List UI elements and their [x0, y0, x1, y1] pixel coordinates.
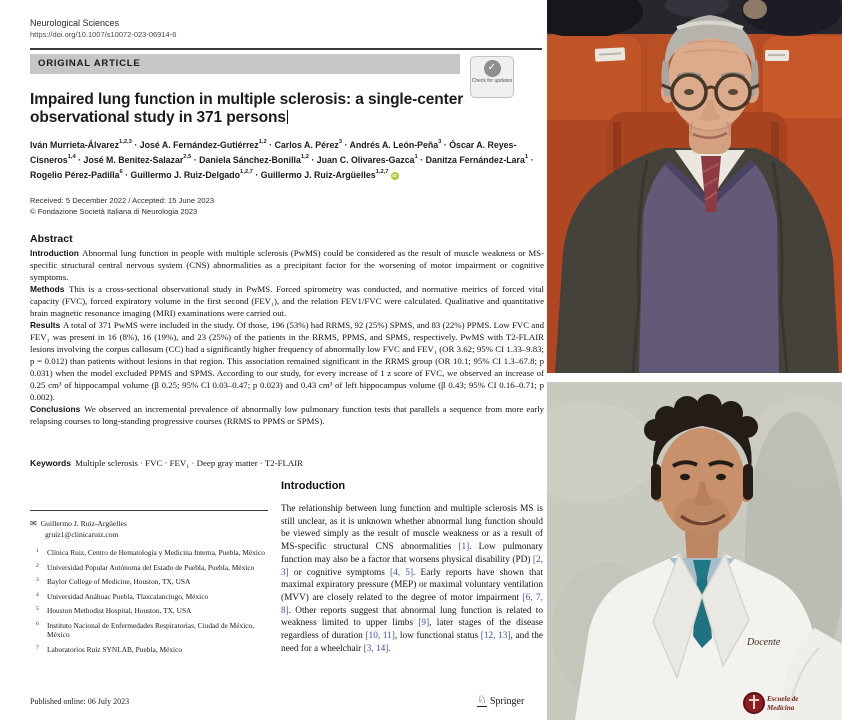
citation-link[interactable]: [12, 13]	[480, 631, 511, 642]
affiliation-item: 3 Baylor College of Medicine, Houston, TX, USA	[36, 577, 191, 587]
abstract-body	[30, 247, 544, 427]
abstract-heading: Abstract	[30, 233, 73, 245]
check-for-updates-label: Check for updates	[471, 78, 513, 84]
photo-top-illustration	[547, 0, 842, 373]
introduction-section	[281, 480, 543, 655]
affiliation-list	[30, 548, 268, 654]
article-title	[30, 91, 535, 128]
affiliation-item: 4 Universidad Anáhuac Puebla, Tlaxcalancingo, México	[36, 591, 209, 601]
correspondence-block	[30, 518, 268, 540]
affiliation-item: 7 Laboratorios Ruiz SYNLAB, Puebla, México	[36, 644, 183, 654]
introduction-heading: Introduction	[281, 480, 346, 492]
springer-wordmark: Springer	[489, 695, 525, 707]
footnote-divider	[30, 510, 268, 511]
keywords-label: Keywords	[30, 458, 72, 468]
citation-link[interactable]: [6, 7, 8]	[281, 592, 543, 616]
springer-logo	[477, 695, 524, 707]
author: Danitza Fernández-Lara$^1$	[425, 154, 529, 166]
envelope-icon: ✉	[30, 519, 37, 528]
author: José M. Benitez-Salazar$^{2,5}$	[83, 154, 192, 166]
badge-text-line2: Medicina	[767, 704, 795, 712]
citation-link[interactable]: [2, 3]	[281, 554, 543, 578]
crossmark-icon: ✓	[484, 60, 501, 77]
photo-bottom-portrait	[547, 382, 842, 720]
citation-link[interactable]: [10, 11]	[365, 631, 395, 642]
affiliation-item: 6 Instituto Nacional de Enfermedades Respiratorias, Ciudad de México, México	[36, 620, 255, 640]
corresponding-author-email[interactable]: gruiz1@clinicaruiz.com	[45, 529, 119, 539]
article-type-banner: ORIGINAL ARTICLE	[30, 54, 460, 74]
orcid-icon[interactable]: iD	[392, 173, 397, 179]
article-title-text: Impaired lung function in multiple sclerosis: a single-center observational study in 371 persons	[30, 91, 464, 127]
corresponding-author-name: Guillermo J. Ruiz-Argüelles	[40, 519, 127, 528]
author: Guillermo J. Ruiz-Argüelles$^{1,2,7}$iD	[260, 169, 397, 181]
author: Guillermo J. Ruiz-Delgado$^{1,2,7}$	[130, 169, 253, 181]
author: Daniela Sánchez-Bonilla$^{1,2}$	[199, 154, 309, 166]
received-accepted-line: Received: 5 December 2022 / Accepted: 15 June 2023	[30, 196, 215, 205]
abstract-section: Introduction Abnormal lung function in people with multiple sclerosis (PwMS) could be considered as the result of muscle weakness or MS-specific structural central nervous system (CNS) abnormalities as a precipitant factor for the worsening of motor impairment or cognitive symptoms.	[30, 248, 544, 282]
footnote-column	[30, 510, 268, 659]
author: José A. Fernández-Gutiérrez$^{1,2}$	[139, 139, 267, 150]
affiliation-item: 2 Universidad Popular Autónoma del Estado de Puebla, Puebla, México	[36, 562, 255, 572]
author: Rogelio Pérez-Padilla$^6$	[30, 169, 123, 181]
author: Andrés A. León-Peña$^3$	[349, 139, 442, 150]
photo-bottom-illustration	[547, 382, 842, 720]
copyright-line: © Fondazione Società Italiana di Neurologia 2023	[30, 207, 198, 217]
keywords-line	[30, 458, 544, 468]
published-online: Published online: 06 July 2023	[30, 697, 130, 706]
abstract-section: Results A total of 371 PwMS were included in the study. Of those, 196 (53%) had RRMS, 92 (25%) SPMS, and 83 (22%) PPMS. Low FVC and FEV₁ was present in 16 (8%), 16 (19%), and 23 (25%) of the patients in the RRMS, PPMS, and SPMS, respectively. PwMS with T2-FLAIR lesions involving the corpus callosum (CC) had a significantly higher frequency of abnormally low FVC and FEV₁ (OR 3.62; 95% CI 1.33–9.83; p = 0.012) than patients without lesions in that region. This association remained significant in the RRMS group (OR 10.1; 95% CI 1.3–67.8; p 0.031) when the model excluded PPMS and SPMS. According to our study, for every increase of 1 z score of FVC, we observed an increase of 0.25 cm³ of hippocampal volume (β 0.25; 95% CI 0.03–0.47; p 0.023) and 0.43 cm³ of left hippocampus volume (β 0.43; 95% CI 0.16–0.71; p 0.002).	[30, 320, 544, 402]
affiliation-item: 5 Houston Methodist Hospital, Houston, TX, USA	[36, 606, 192, 616]
header-divider	[30, 48, 542, 50]
author: Iván Murrieta-Álvarez$^{1,2,3}$	[30, 139, 132, 150]
citation-link[interactable]: [4, 5]	[390, 567, 414, 578]
author-list: Iván Murrieta-Álvarez$^{1,2,3}$ · José A. Fernández-Gutiérrez$^{1,2}$ · Carlos A. Pérez$^3$ · Andrés A. León-Peña$^3$ · Óscar A. Reyes-Cisneros$^{1,4}$ · José M. Benitez-Salazar$^{2,5}$ · Daniela Sánchez-Bonilla$^{1,2}$ · Juan C. Olivares-Gazca$^1$ · Danitza Fernández-Lara$^1$ · Rogelio Pérez-Padilla$^6$ · Guillermo J. Ruiz-Delgado$^{1,2,7}$ · Guillermo J. Ruiz-Argüelles$^{1,2,7}$iD	[30, 139, 534, 181]
affiliation-item: 1 Clínica Ruiz, Centro de Hematología y Medicina Interna, Puebla, México	[36, 548, 265, 558]
citation-link[interactable]: [1]	[458, 542, 470, 553]
coat-embroidery-text: Docente	[747, 637, 781, 648]
keywords-values: Multiple sclerosis · FVC · FEV₁ · Deep gray matter · T2-FLAIR	[75, 458, 303, 468]
journal-name: Neurological Sciences	[30, 18, 120, 28]
citation-link[interactable]: [3, 14]	[363, 643, 389, 654]
springer-horse-icon: ♘	[477, 694, 487, 706]
author: Óscar A. Reyes-Cisneros$^{1,4}$	[30, 140, 517, 166]
author: Juan C. Olivares-Gazca$^1$	[316, 154, 418, 166]
abstract-section: Methods This is a cross-sectional observational study in PwMS. Forced spirometry was conducted, and normative metrics of forced vital capacity (FVC), forced expiratory volume in the first second (FEV₁), and the relation FEV1/FVC were calculated. Qualitative and quantitative brain magnetic resonance imaging (MRI) examinations were carried out.	[30, 284, 544, 318]
doi-link[interactable]: https://doi.org/10.1007/s10072-023-06914-6	[30, 30, 177, 39]
citation-link[interactable]: [9]	[418, 618, 430, 629]
photo-top-portrait	[547, 0, 842, 373]
abstract-section: Conclusions We observed an incremental prevalence of abnormally low pulmonary function tests that parallels a sequence from more early relapsing courses to long-standing progressive courses (RRMS to PPMS or SPMS).	[30, 404, 544, 426]
badge-text-line1: Escuela de	[767, 695, 799, 703]
author: Carlos A. Pérez$^3$	[274, 139, 343, 150]
article-dates	[30, 195, 450, 218]
introduction-paragraph: The relationship between lung function and multiple sclerosis MS is still unclear, as it is unknown whether abnormal lung function should be viewed simply as the result of muscle weakness or as a result of MS-specific structural CNS abnormalities [1]. Low pulmonary function may also be a factor that worsens physical disability (PD) [2, 3] or cognitive symptoms [4, 5]. Early reports have shown that maximal expiratory pressure (MEP) or maximal voluntary ventilation (MVV) are closely related to the degree of motor impairment [6, 7, 8]. Other reports suggest that abnormal lung function is related to weakness limited to upper limbs [9], later stages of the disease regardless of duration [10, 11], low functional status [12, 13], and the need for a wheelchair [3, 14].	[281, 504, 544, 654]
text-cursor	[287, 110, 289, 124]
